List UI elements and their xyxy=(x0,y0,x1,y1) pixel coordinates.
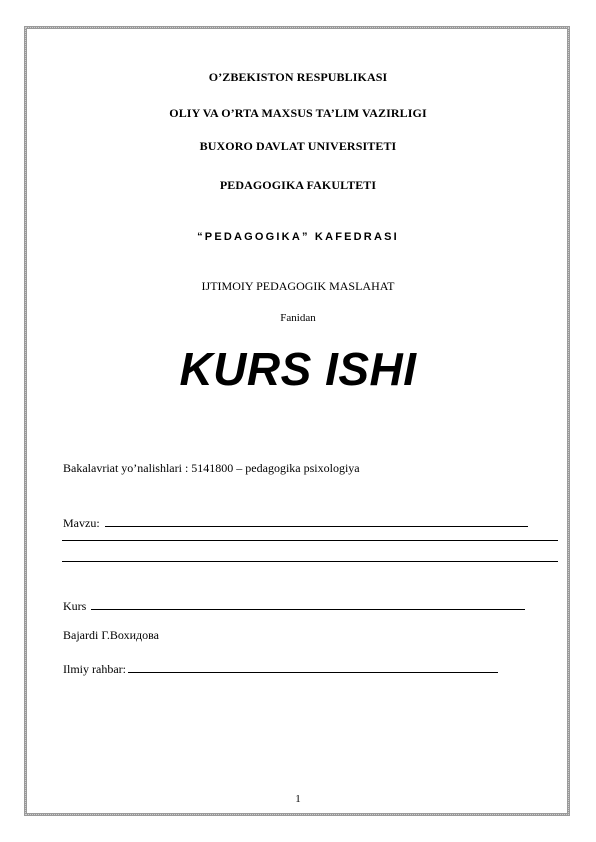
supervisor-label: Ilmiy rahbar: xyxy=(63,662,126,676)
faculty-heading: PEDAGOGIKA FAKULTETI xyxy=(219,178,377,192)
topic-blank xyxy=(105,514,528,527)
document-title: KURS ISHI xyxy=(179,343,417,395)
supervisor-blank xyxy=(128,660,498,673)
republic-heading: O’ZBEKISTON RESPUBLIKASI xyxy=(208,70,388,84)
performed-by-field xyxy=(63,628,159,643)
topic-field xyxy=(63,514,528,531)
bachelor-field xyxy=(63,461,360,476)
page-number: 1 xyxy=(295,793,301,805)
subject-name: IJTIMOIY PEDAGOGIK MASLAHAT xyxy=(201,279,395,293)
course-field xyxy=(63,597,525,614)
course-blank xyxy=(91,597,525,610)
topic-rule-1 xyxy=(62,540,558,541)
topic-label: Mavzu: xyxy=(63,516,103,530)
department-heading: “PEDAGOGIKA” KAFEDRASI xyxy=(197,231,399,243)
bachelor-text: Bakalavriat yo’nalishlari : 5141800 – pedagogika psixologiya xyxy=(63,461,360,475)
supervisor-field xyxy=(63,660,498,677)
performed-by-text: Bajardi Г.Вохидова xyxy=(63,628,159,642)
ministry-heading: OLIY VA O’RTA MAXSUS TA’LIM VAZIRLIGI xyxy=(169,106,427,120)
subject-suffix: Fanidan xyxy=(280,312,316,324)
university-heading: BUXORO DAVLAT UNIVERSITETI xyxy=(199,139,397,153)
topic-rule-2 xyxy=(62,561,558,562)
course-label: Kurs xyxy=(63,599,90,613)
